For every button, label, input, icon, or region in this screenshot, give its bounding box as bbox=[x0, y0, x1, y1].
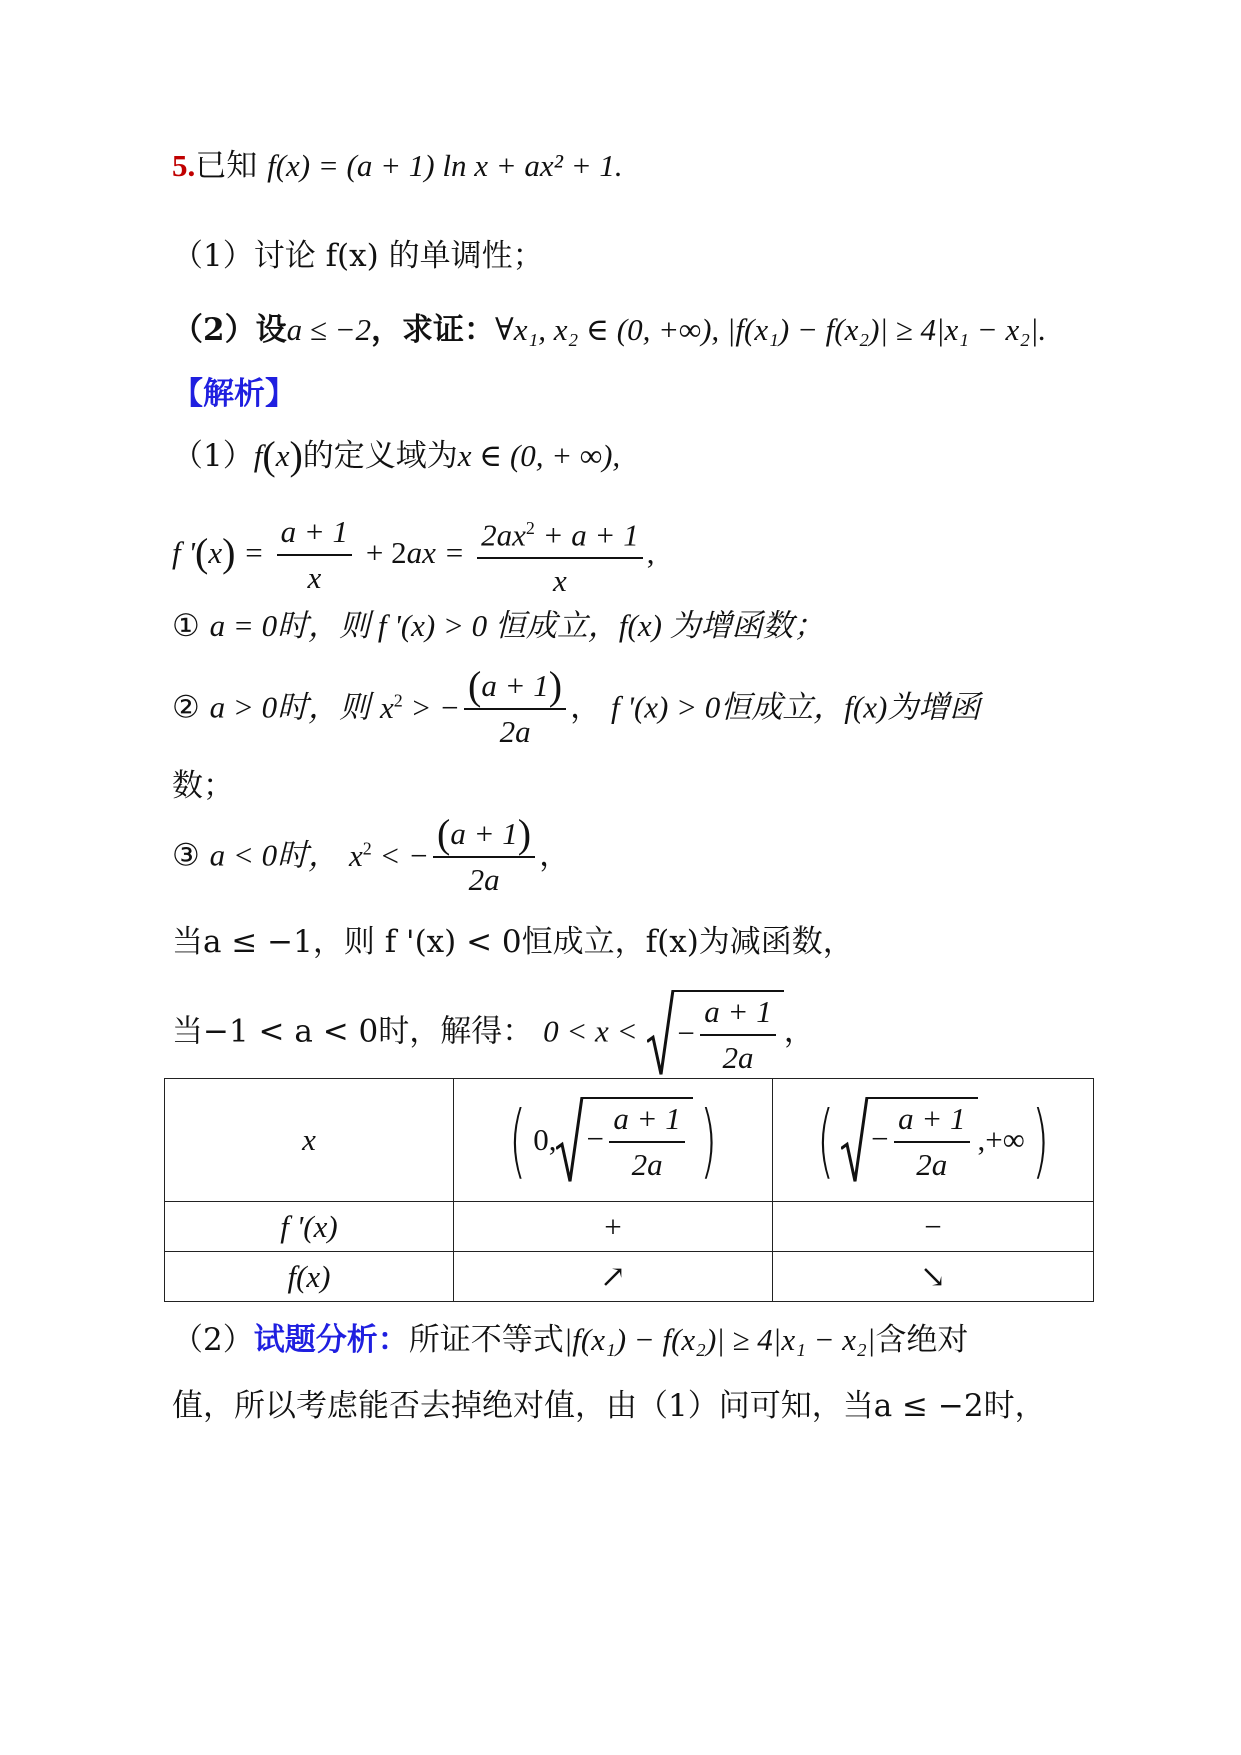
solution-header: 【解析】 bbox=[172, 376, 296, 412]
part2-prove-label: ，求证： bbox=[371, 312, 496, 348]
part2-question bbox=[172, 310, 1046, 350]
case3-marker: ③ bbox=[172, 837, 200, 874]
table-interval-right: ( − $\frac{a + 1}{2a}$ ,+∞ ) bbox=[773, 1079, 1094, 1202]
table-header-x: x bbox=[165, 1079, 454, 1202]
case2-condition: a > 0时，则 bbox=[209, 689, 371, 725]
problem-number: 5. bbox=[172, 148, 196, 183]
case3b-line: 当−1 < a < 0时，解得： 0 < x < − $\frac{a + 1}{2a}$ ， bbox=[172, 990, 815, 1076]
part2-inequality: |f(x₁) − f(x₂)| ≥ 4|x₁ − x₂| bbox=[563, 1322, 876, 1357]
fraction-combined: $\frac{2ax^2 + a + 1}{x}$ bbox=[477, 510, 643, 599]
table-row-fprime: f '(x) bbox=[165, 1202, 454, 1252]
fraction-a-plus-1-over-x: $\frac{a + 1}{x}$ bbox=[277, 514, 352, 596]
domain-line: （1）f(x)的定义域为x ∈ (0, + ∞), bbox=[172, 433, 621, 478]
arrow-down-icon: ↘ bbox=[773, 1252, 1094, 1302]
fraction-case3: $\frac{(a + 1)}{2a}$ bbox=[433, 816, 535, 898]
case3b-lead: 当−1 < a < 0时，解得： bbox=[172, 1013, 534, 1050]
fraction-neg-a-plus-1-over-2a: $\frac{(a + 1)}{2a}$ bbox=[464, 668, 566, 750]
arrow-up-icon: ↗ bbox=[454, 1252, 773, 1302]
case1-text: a = 0时，则 f '(x) > 0 恒成立，f(x) 为增函数； bbox=[209, 608, 825, 643]
part2-analysis-label: （2） bbox=[172, 1322, 254, 1358]
variation-table bbox=[164, 1078, 1094, 1302]
case3-condition: a < 0时， bbox=[209, 837, 340, 873]
derivative-expression: f ' bbox=[172, 535, 195, 571]
fprime-sign-left: + bbox=[454, 1202, 773, 1252]
fprime-sign-right: − bbox=[773, 1202, 1094, 1252]
table-row-f: f(x) bbox=[165, 1252, 454, 1302]
sqrt-expression: − $\frac{a + 1}{2a}$ bbox=[647, 990, 783, 1076]
problem-intro: 已知 bbox=[195, 148, 258, 184]
domain-text: 的定义域为 bbox=[302, 438, 458, 474]
part1-question: （1）讨论 f(x) 的单调性； bbox=[172, 238, 544, 274]
case1-line bbox=[172, 606, 825, 646]
case3b-inequality: 0 < x < bbox=[543, 1013, 638, 1049]
case2-end: 数； bbox=[172, 768, 234, 804]
table-interval-left: ( 0, − $\frac{a + 1}{2a}$ ) bbox=[454, 1079, 773, 1202]
part2-condition: a ≤ −2 bbox=[286, 312, 372, 347]
analysis-label: 试题分析： bbox=[253, 1322, 409, 1358]
function-definition: f(x) = (a + 1) ln x + ax² + 1. bbox=[267, 148, 623, 183]
part2-text2: 含绝对 bbox=[875, 1322, 969, 1358]
case3-line: ③ a < 0时， $x^2$ < − $\frac{(a + 1)}{2a}$ ， bbox=[172, 811, 571, 897]
domain-interval: x ∈ (0, + ∞), bbox=[457, 438, 621, 473]
derivative-line: f '(x) = $\frac{a + 1}{x}$ + 2ax = $\frac{2ax^2 + a + 1}{x}$ , bbox=[172, 510, 654, 599]
case2-tail: f '(x) > 0恒成立，f(x)为增函 bbox=[610, 689, 981, 725]
part2-text1: 所证不等式 bbox=[408, 1322, 564, 1358]
case1-marker: ① bbox=[172, 608, 200, 644]
case2-line: ② a > 0时，则 $x^2$ > − $\frac{(a + 1)}{2a}$ ， f '(x) > 0恒成立，f(x)为增函 bbox=[172, 663, 981, 749]
part2-statement: ∀x₁, x₂ ∈ (0, +∞), |f(x₁) − f(x₂)| ≥ 4|x₁ − x₂|. bbox=[495, 312, 1047, 347]
case2-marker: ② bbox=[172, 689, 200, 726]
part2-analysis-line bbox=[172, 1320, 968, 1360]
part2-line2: 值，所以考虑能否去掉绝对值，由（1）问可知，当a ≤ −2时， bbox=[172, 1388, 1046, 1424]
p1-label: （1） bbox=[172, 438, 254, 474]
fx-symbol: f bbox=[253, 438, 263, 473]
problem-statement bbox=[172, 146, 623, 186]
case3a-line: 当a ≤ −1，则 f '(x) < 0恒成立，f(x)为减函数， bbox=[172, 924, 854, 960]
part2-label: （2）设 bbox=[172, 312, 287, 348]
